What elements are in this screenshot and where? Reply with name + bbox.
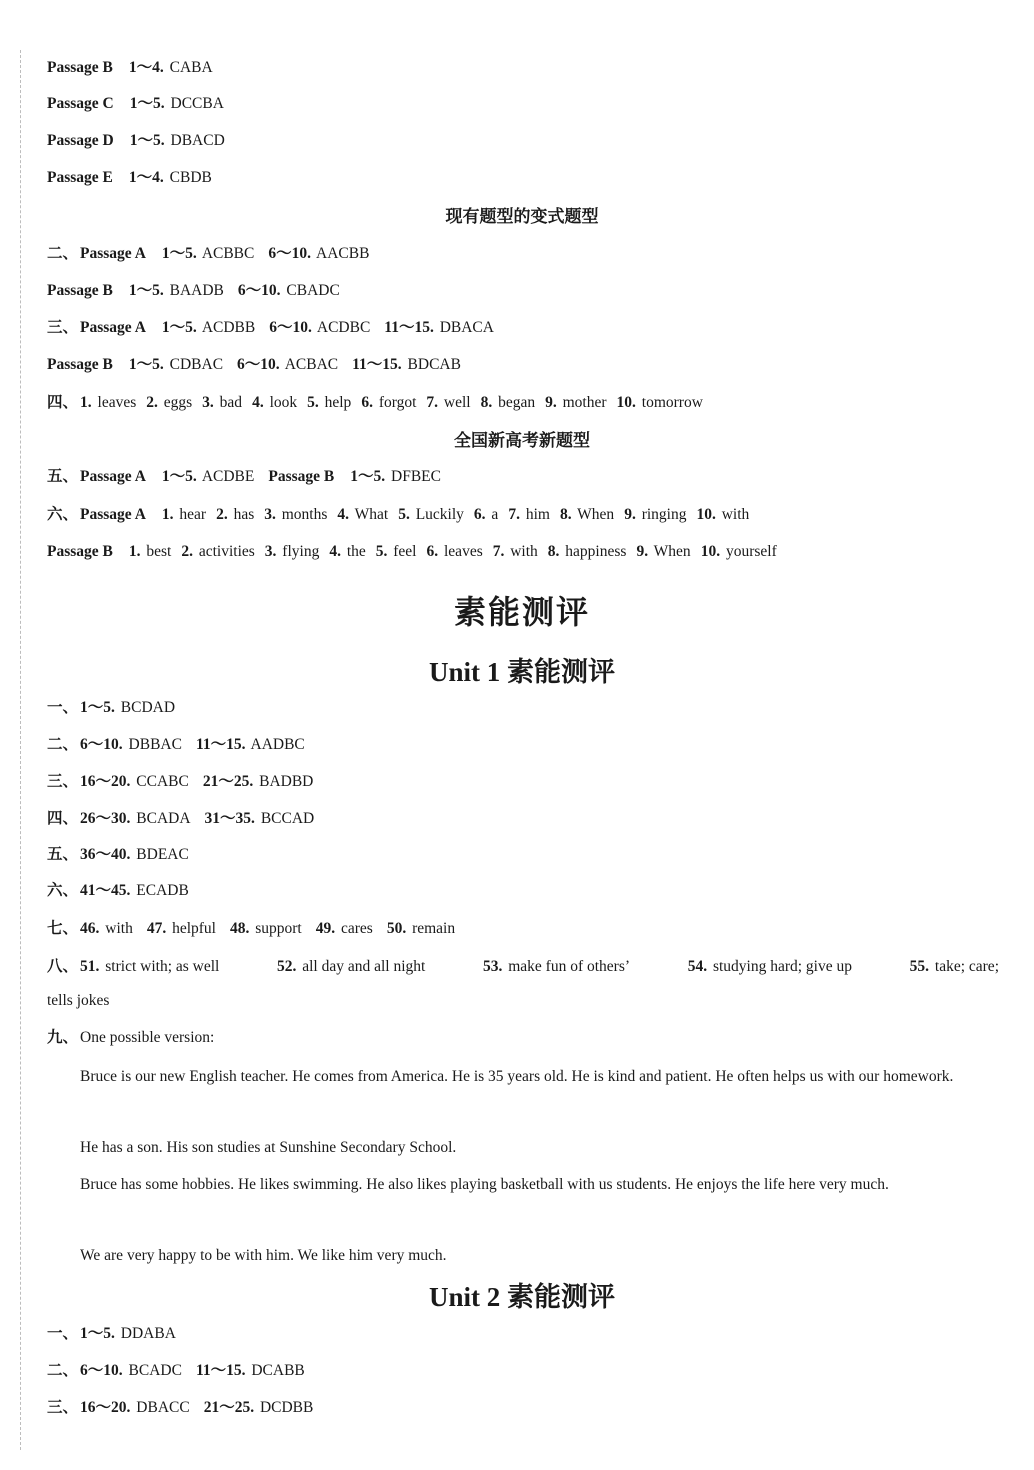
answer-line-passage-d: Passage D 1～5. DBACD [47, 132, 225, 149]
answer-line-variant-2a: 二、 Passage A 1～5. ACBBC 6～10. AACBB [47, 245, 370, 262]
answer-line-new-6a: 六、 Passage A 1. hear 2. has 3. months 4. What 5. Luckily 6. a 7. him 8. When 9. ringing 10. with [47, 506, 750, 523]
unit1-row-6: 六、 41～45. ECADB [47, 882, 189, 899]
essay-paragraph-4: We are very happy to be with him. We like him very much. [80, 1247, 447, 1264]
unit1-title: Unit 1 素能测评 [428, 657, 615, 688]
unit1-row-2: 二、 6～10. DBBAC 11～15. AADBC [47, 736, 305, 753]
unit1-row-1: 一、 1～5. BCDAD [47, 699, 176, 716]
essay-paragraph-1: Bruce is our new English teacher. He comes from America. He is 35 years old. He is kind and patient. He often helps us with our homework. [80, 1068, 954, 1085]
answer-line-variant-4: 四、 1. leaves 2. eggs 3. bad 4. look 5. help 6. forgot 7. well 8. began 9. mother 10. tomorrow [47, 394, 703, 411]
unit1-row-8: 八、 51. strict with; as well 52. all day and all night 53. make fun of others’ 54. studying hard; give up 55. take; care; [47, 958, 999, 975]
unit2-row-1: 一、 1～5. DDABA [47, 1325, 176, 1342]
essay-paragraph-3: Bruce has some hobbies. He likes swimming. He also likes playing basketball with us students. He enjoys the life here very much. [80, 1176, 889, 1193]
answer-line-passage-b: Passage B 1～4. CABA [47, 59, 213, 76]
answer-line-passage-e: Passage E 1～4. CBDB [47, 169, 212, 186]
unit1-row-3: 三、 16～20. CCABC 21～25. BADBD [47, 773, 314, 790]
essay-paragraph-2: He has a son. His son studies at Sunshine Secondary School. [80, 1139, 457, 1156]
unit2-row-3: 三、 16～20. DBACC 21～25. DCDBB [47, 1399, 314, 1416]
answer-line-new-5: 五、 Passage A 1～5. ACDBE Passage B 1～5. DFBEC [47, 468, 441, 485]
section-big-title: 素能测评 [453, 593, 590, 631]
answer-line-variant-3a: 三、 Passage A 1～5. ACDBB 6～10. ACDBC 11～15. DBACA [47, 319, 494, 336]
answer-line-passage-c: Passage C 1～5. DCCBA [47, 95, 224, 112]
answer-line-variant-2b: Passage B 1～5. BAADB 6～10. CBADC [47, 282, 340, 299]
unit1-row-4: 四、 26～30. BCADA 31～35. BCCAD [47, 810, 315, 827]
answer-line-variant-3b: Passage B 1～5. CDBAC 6～10. ACBAC 11～15. BDCAB [47, 356, 461, 373]
unit2-title: Unit 2 素能测评 [428, 1282, 615, 1313]
answer-line-new-6b: Passage B 1. best 2. activities 3. flying 4. the 5. feel 6. leaves 7. with 8. happiness 9. When 10. yourself [47, 543, 777, 560]
unit1-row-9: 九、 One possible version: [47, 1029, 215, 1046]
section-heading-variant: 现有题型的变式题型 [445, 207, 599, 227]
unit1-row-7: 七、 46. with 47. helpful 48. support 49. cares 50. remain [47, 920, 456, 937]
unit1-row-5: 五、 36～40. BDEAC [47, 846, 189, 863]
unit2-row-2: 二、 6～10. BCADC 11～15. DCABB [47, 1362, 305, 1379]
section-heading-new-type: 全国新高考新题型 [454, 431, 590, 451]
unit1-row-8-continued: tells jokes [47, 992, 110, 1009]
binding-margin-line [20, 50, 21, 1450]
